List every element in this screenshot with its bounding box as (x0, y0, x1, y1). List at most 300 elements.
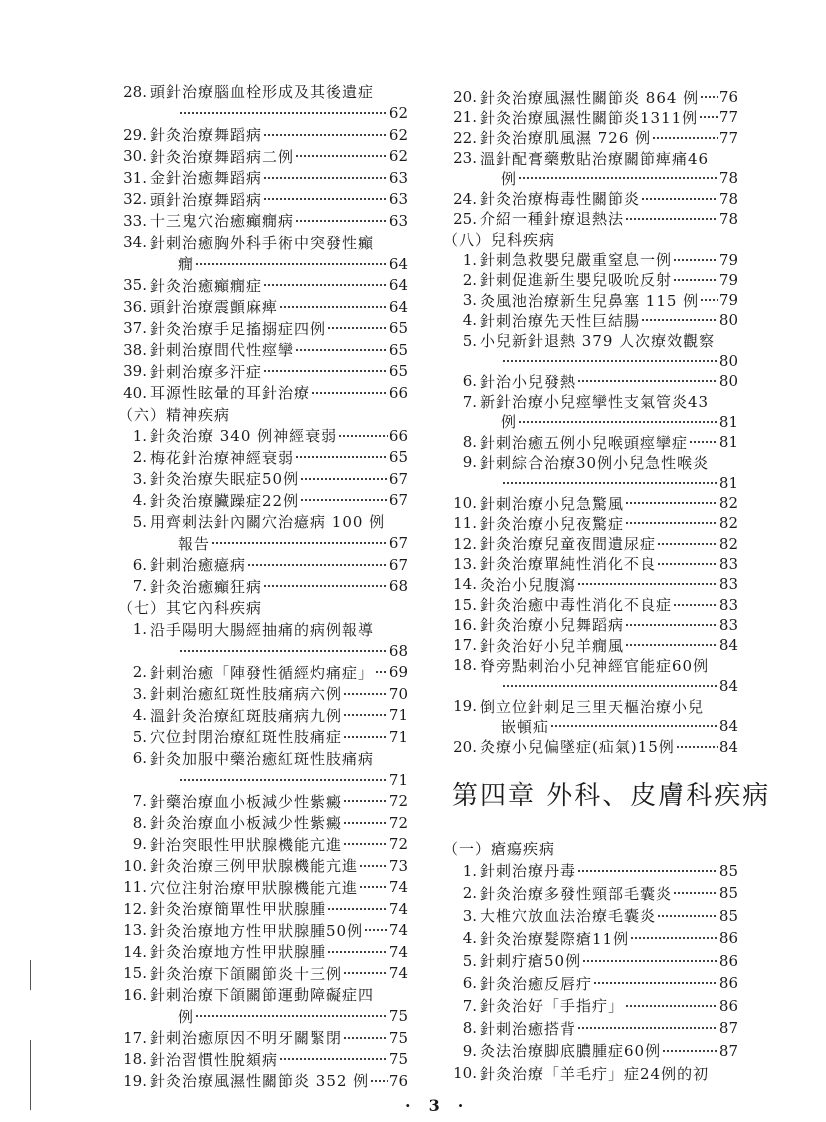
dot-leader (343, 691, 388, 697)
entry-page: 71 (388, 727, 408, 746)
dot-leader (179, 110, 388, 116)
entry-page: 74 (388, 942, 408, 961)
entry-page: 77 (718, 128, 738, 147)
entry-title: 針灸治療地方性甲狀腺腫50例 (150, 921, 364, 940)
scan-edge-mark (30, 960, 31, 990)
dot-leader (657, 561, 718, 567)
entry-page: 84 (718, 636, 738, 655)
entry-title: 針刺治癒胸外科手術中突發性癲 (150, 233, 375, 252)
entry-page: 62 (388, 125, 408, 144)
toc-entry (118, 1049, 408, 1071)
entry-number: 12. (123, 899, 147, 918)
entry-title-continuation: 例 (501, 413, 518, 432)
entry-number: 40. (123, 383, 147, 402)
dot-leader (518, 175, 718, 181)
toc-entry-continuation (443, 716, 738, 736)
toc-entry (118, 898, 408, 920)
entry-number: 10. (453, 1064, 477, 1083)
entry-number: 35. (123, 276, 147, 295)
toc-entry (118, 339, 408, 361)
toc-entry (443, 995, 738, 1018)
dot-leader (364, 927, 388, 933)
toc-entry (443, 1062, 738, 1085)
entry-number: 17. (123, 1028, 147, 1047)
entry-page: 80 (718, 352, 738, 370)
entry-page: 82 (718, 494, 738, 513)
entry-title: 針灸治療風濕性關節炎 864 例 (480, 88, 700, 107)
dot-leader (593, 980, 718, 986)
entry-title: 灸風池治療新生兒鼻塞 115 例 (480, 291, 700, 310)
dot-leader (359, 863, 388, 869)
entry-page: 64 (388, 276, 408, 295)
entry-number: 1. (132, 620, 147, 639)
entry-number: 14. (453, 575, 477, 594)
entry-page: 72 (388, 813, 408, 832)
toc-entry (443, 737, 738, 757)
dot-leader (295, 153, 388, 159)
dot-leader (673, 257, 718, 263)
entry-title: 針灸治療舞蹈病 (150, 126, 263, 145)
entry-title: 針灸治療簡單性甲狀腺腫 (150, 900, 327, 919)
entry-page: 86 (718, 929, 738, 948)
toc-entry (118, 146, 408, 168)
entry-title: 穴位注射治療甲狀腺機能亢進 (150, 878, 359, 897)
entry-number: 9. (132, 835, 147, 854)
dot-leader (700, 297, 718, 303)
dot-leader (676, 744, 718, 750)
entry-number: 7. (462, 996, 477, 1015)
toc-entry (118, 855, 408, 877)
entry-page: 72 (388, 835, 408, 854)
entry-page: 75 (388, 1028, 408, 1047)
dot-leader (247, 562, 388, 568)
entry-title: 針刺治癒癔病 (150, 556, 247, 575)
toc-left-column (118, 81, 408, 1092)
entry-page: 71 (388, 706, 408, 725)
dot-leader (375, 669, 388, 675)
entry-page: 84 (718, 717, 738, 736)
entry-number: 10. (453, 494, 477, 513)
entry-page: 84 (718, 737, 738, 756)
entry-number: 24. (453, 189, 477, 208)
entry-number: 38. (123, 340, 147, 359)
section-heading (118, 597, 408, 619)
dot-leader (582, 958, 718, 964)
entry-number: 2. (462, 270, 477, 289)
entry-number: 15. (123, 964, 147, 983)
entry-page: 84 (718, 676, 738, 695)
entry-number: 2. (462, 884, 477, 903)
entry-title: 針刺疔瘡50例 (480, 952, 582, 971)
dot-leader (502, 358, 718, 364)
toc-entry (443, 493, 738, 513)
entry-title: 脊旁點刺治小兒神經官能症60例 (480, 656, 710, 675)
dot-leader (263, 282, 388, 288)
entry-page: 70 (388, 684, 408, 703)
entry-title: 針灸治癒癲狂病 (150, 577, 263, 596)
entry-title: 用齊刺法針內關穴治癔病 100 例 (150, 513, 386, 532)
entry-number: 7. (462, 392, 477, 411)
toc-entry (443, 927, 738, 950)
entry-number: 11. (453, 514, 477, 533)
dot-leader (263, 583, 388, 589)
entry-page: 81 (718, 433, 738, 452)
dot-leader (179, 648, 388, 654)
toc-chapter-entries (443, 837, 738, 1085)
dot-leader (179, 777, 388, 783)
entry-title: 針灸治療小兒夜驚症 (480, 514, 625, 533)
entry-page: 64 (388, 297, 408, 316)
section-heading-text: （七）其它內科疾病 (118, 599, 263, 618)
entry-number: 20. (453, 88, 477, 107)
entry-number: 6. (462, 372, 477, 391)
toc-entry (118, 1070, 408, 1092)
toc-entry-continuation (118, 769, 408, 791)
dot-leader (625, 216, 718, 222)
dot-leader (673, 890, 718, 896)
toc-entry (443, 188, 738, 208)
entry-title: 針灸治療地方性甲狀腺腫 (150, 943, 327, 962)
entry-page: 72 (388, 792, 408, 811)
entry-title: 針灸治好「手指疔」 (480, 997, 625, 1016)
entry-page: 87 (718, 1019, 738, 1038)
toc-entry (443, 148, 738, 168)
toc-entry (443, 107, 738, 127)
toc-entry (443, 1017, 738, 1040)
dot-leader (295, 454, 388, 460)
entry-title: 針灸治療兒童夜間遺尿症 (480, 535, 657, 554)
entry-title: 沿手陽明大腸經抽痛的病例報導 (150, 620, 375, 639)
entry-title: 針灸治癒反唇疔 (480, 974, 593, 993)
entry-title-continuation: 癇 (178, 255, 195, 274)
dot-leader (641, 196, 718, 202)
page-number-value: 3 (428, 1096, 458, 1115)
dot-leader (263, 132, 388, 138)
entry-title: 針灸治療下頜關節炎十三例 (150, 964, 343, 983)
dot-leader (279, 1056, 388, 1062)
entry-number: 6. (132, 555, 147, 574)
entry-title: 針灸治療多發性頸部毛囊炎 (480, 884, 673, 903)
toc-entry (118, 275, 408, 297)
toc-entry (443, 391, 738, 411)
entry-page: 74 (388, 899, 408, 918)
entry-number: 34. (123, 233, 147, 252)
entry-number: 17. (453, 636, 477, 655)
toc-entry-continuation (443, 168, 738, 188)
entry-page: 86 (718, 951, 738, 970)
entry-number: 8. (132, 813, 147, 832)
dot-leader (625, 622, 718, 628)
dot-leader (625, 1003, 718, 1009)
dot-leader (343, 712, 388, 718)
dot-leader (550, 723, 718, 729)
dot-leader (300, 476, 388, 482)
entry-number: 6. (462, 974, 477, 993)
entry-number: 32. (123, 190, 147, 209)
toc-entry (118, 705, 408, 727)
entry-title: 針刺治癒五例小兒喉頭痙攣症 (480, 433, 689, 452)
toc-entry (443, 331, 738, 351)
entry-title: 針刺治療小兒急驚風 (480, 494, 625, 513)
entry-number: 4. (132, 706, 147, 725)
dot-leader (502, 480, 718, 486)
toc-entry (118, 877, 408, 899)
dot-leader (577, 868, 718, 874)
toc-entry (443, 534, 738, 554)
entry-page: 67 (388, 534, 408, 553)
dot-leader (311, 390, 388, 396)
toc-entry (118, 984, 408, 1006)
entry-title: 針灸治癒中毒性消化不良症 (480, 596, 673, 615)
entry-title: 針治習慣性脫頦病 (150, 1050, 279, 1069)
dot-leader (343, 734, 388, 740)
entry-page: 85 (718, 884, 738, 903)
toc-entry (118, 232, 408, 254)
entry-title: 梅花針治療神經衰弱 (150, 448, 295, 467)
dot-leader (673, 602, 718, 608)
entry-number: 13. (123, 921, 147, 940)
entry-number: 8. (462, 1019, 477, 1038)
entry-title: 針灸加服中藥治癒紅斑性肢痛病 (150, 749, 375, 768)
dot-leader (211, 540, 388, 546)
entry-number: 18. (453, 656, 477, 675)
entry-number: 2. (132, 663, 147, 682)
dot-leader (295, 347, 388, 353)
toc-entry (443, 615, 738, 635)
entry-page: 65 (388, 340, 408, 359)
entry-number: 4. (462, 929, 477, 948)
dot-leader (300, 497, 388, 503)
entry-number: 37. (123, 319, 147, 338)
entry-title: 新針治療小兒痙攣性支氣管炎43 (480, 393, 710, 412)
toc-entry-continuation (118, 1006, 408, 1028)
dot-leader (343, 1035, 388, 1041)
entry-page: 83 (718, 595, 738, 614)
toc-entry-continuation (443, 412, 738, 432)
entry-title: 頭針治療腦血栓形成及其後遺症 (150, 83, 375, 102)
entry-page: 79 (718, 291, 738, 310)
entry-title: 針灸治療風濕性關節炎 352 例 (150, 1072, 370, 1091)
entry-page: 86 (718, 974, 738, 993)
entry-number: 22. (453, 128, 477, 147)
dot-leader (343, 841, 388, 847)
entry-title-continuation: 例 (501, 169, 518, 188)
dot-leader (699, 114, 718, 120)
entry-number: 4. (462, 311, 477, 330)
entry-number: 9. (462, 453, 477, 472)
entry-number: 9. (462, 1041, 477, 1060)
entry-number: 1. (462, 250, 477, 269)
toc-entry (443, 209, 738, 229)
toc-entry (118, 189, 408, 211)
entry-page: 67 (388, 469, 408, 488)
entry-page: 66 (388, 426, 408, 445)
entry-page: 63 (388, 168, 408, 187)
toc-entry (118, 167, 408, 189)
toc-entry (118, 963, 408, 985)
dot-leader (673, 277, 718, 283)
entry-number: 5. (462, 331, 477, 350)
entry-title: 針刺治癒搭背 (480, 1019, 577, 1038)
dot-leader (263, 368, 388, 374)
dot-leader (343, 798, 388, 804)
toc-entry-continuation (118, 640, 408, 662)
entry-title: 針刺治癒「陣發性循經灼痛症」 (150, 663, 375, 682)
entry-page: 87 (718, 1041, 738, 1060)
toc-entry (118, 511, 408, 533)
entry-title: 針灸治療「羊毛疔」症24例的初 (480, 1064, 710, 1083)
entry-page: 82 (718, 534, 738, 553)
entry-title: 穴位封閉治療紅斑性肢痛症 (150, 728, 343, 747)
toc-entry-continuation (118, 533, 408, 555)
toc-entry (118, 1027, 408, 1049)
entry-page: 78 (718, 209, 738, 228)
dot-leader (630, 935, 718, 941)
dot-leader (263, 196, 388, 202)
entry-number: 13. (453, 554, 477, 573)
toc-right-column (443, 87, 738, 757)
entry-number: 5. (132, 512, 147, 531)
entry-number: 3. (462, 291, 477, 310)
entry-number: 1. (462, 861, 477, 880)
entry-number: 19. (453, 697, 477, 716)
entry-page: 65 (388, 448, 408, 467)
toc-entry (118, 447, 408, 469)
dot-leader (327, 325, 388, 331)
entry-number: 12. (453, 534, 477, 553)
entry-title: 針灸治療肌風濕 726 例 (480, 129, 652, 148)
entry-page: 85 (718, 861, 738, 880)
entry-title: 頭針治療震顫麻痺 (150, 298, 279, 317)
toc-entry (118, 382, 408, 404)
entry-title: 小兒新針退熱 379 人次療效觀察 (480, 332, 716, 351)
section-heading (443, 837, 738, 860)
entry-page: 67 (388, 555, 408, 574)
section-heading-text: （一）瘡瘍疾病 (443, 839, 556, 858)
section-heading (443, 229, 738, 249)
toc-entry (443, 432, 738, 452)
entry-title: 針刺綜合治療30例小兒急性喉炎 (480, 454, 710, 472)
entry-title: 介紹一種針療退熱法 (480, 210, 625, 229)
entry-title: 針灸治療臟躁症22例 (150, 491, 300, 510)
entry-number: 33. (123, 211, 147, 230)
entry-number: 3. (462, 906, 477, 925)
toc-entry (443, 270, 738, 290)
entry-title: 頭針治療舞蹈病 (150, 190, 263, 209)
toc-entry (443, 594, 738, 614)
entry-title: 耳源性眩暈的耳針治療 (150, 384, 311, 403)
entry-title: 針灸治癒癲癇症 (150, 276, 263, 295)
entry-title: 倒立位針刺足三里天樞治療小兒 (480, 697, 705, 716)
entry-page: 75 (388, 1050, 408, 1069)
entry-title: 針灸治療梅毒性關節炎 (480, 190, 641, 209)
toc-entry (443, 635, 738, 655)
scan-edge-mark (30, 1040, 31, 1110)
dot-leader (577, 1025, 718, 1031)
toc-entry (118, 748, 408, 770)
entry-title: 灸法治療脚底膿腫症60例 (480, 1042, 662, 1061)
dot-leader (195, 261, 388, 267)
entry-page: 83 (718, 575, 738, 594)
dot-leader (327, 906, 388, 912)
toc-entry-continuation (443, 676, 738, 696)
entry-title: 溫針灸治療紅斑肢痛病九例 (150, 706, 343, 725)
toc-entry (443, 860, 738, 883)
dot-leader (700, 94, 718, 100)
toc-entry (118, 81, 408, 103)
dot-leader (625, 642, 718, 648)
entry-number: 1. (132, 426, 147, 445)
entry-page: 62 (388, 104, 408, 123)
entry-page: 79 (718, 270, 738, 289)
section-heading-text: （八）兒科疾病 (443, 230, 556, 249)
toc-entry (118, 683, 408, 705)
entry-title-continuation: 嵌頓疝 (501, 717, 550, 736)
entry-number: 36. (123, 297, 147, 316)
toc-entry (443, 249, 738, 269)
entry-number: 29. (123, 125, 147, 144)
entry-page: 66 (388, 383, 408, 402)
entry-number: 21. (453, 108, 477, 127)
entry-title: 針灸治療髮際瘡11例 (480, 929, 630, 948)
entry-number: 16. (453, 615, 477, 634)
entry-page: 78 (718, 169, 738, 188)
entry-number: 5. (462, 951, 477, 970)
entry-title: 針刺治癒紅斑性肢痛病六例 (150, 685, 343, 704)
toc-entry-continuation (118, 103, 408, 125)
toc-entry (443, 574, 738, 594)
entry-title: 針灸治療單純性消化不良 (480, 555, 657, 574)
entry-page: 65 (388, 319, 408, 338)
entry-title: 針刺治療丹毒 (480, 862, 577, 881)
toc-entry (118, 834, 408, 856)
dot-leader (338, 433, 388, 439)
dot-leader (370, 1078, 388, 1084)
entry-page: 62 (388, 147, 408, 166)
toc-entry (443, 905, 738, 928)
entry-page: 86 (718, 996, 738, 1015)
entry-title: 針灸治療三例甲狀腺機能亢進 (150, 857, 359, 876)
dot-leader (625, 500, 718, 506)
toc-entry (443, 696, 738, 716)
entry-title: 灸療小兒偏墜症(疝氣)15例 (480, 738, 675, 757)
entry-number: 14. (123, 942, 147, 961)
toc-entry (118, 468, 408, 490)
entry-page: 64 (388, 254, 408, 273)
entry-page: 80 (718, 311, 738, 330)
toc-entry (118, 554, 408, 576)
dot-leader (577, 581, 718, 587)
dot-leader (689, 439, 718, 445)
entry-number: 16. (123, 985, 147, 1004)
dot-leader (343, 970, 388, 976)
entry-page: 78 (718, 189, 738, 208)
entry-title: 針灸治療血小板減少性紫癜 (150, 814, 343, 833)
entry-number: 4. (132, 491, 147, 510)
section-heading (118, 404, 408, 426)
entry-title: 金針治癒舞蹈病 (150, 169, 263, 188)
entry-page: 74 (388, 878, 408, 897)
entry-number: 31. (123, 168, 147, 187)
entry-title: 針灸治療小兒舞蹈病 (480, 616, 625, 635)
entry-page: 80 (718, 372, 738, 391)
entry-title: 針灸治療 340 例神經衰弱 (150, 427, 338, 446)
toc-entry (443, 950, 738, 973)
dot-leader (657, 913, 718, 919)
toc-entry (443, 1040, 738, 1063)
dot-leader (625, 520, 718, 526)
page-number: ·3· (405, 1096, 482, 1115)
